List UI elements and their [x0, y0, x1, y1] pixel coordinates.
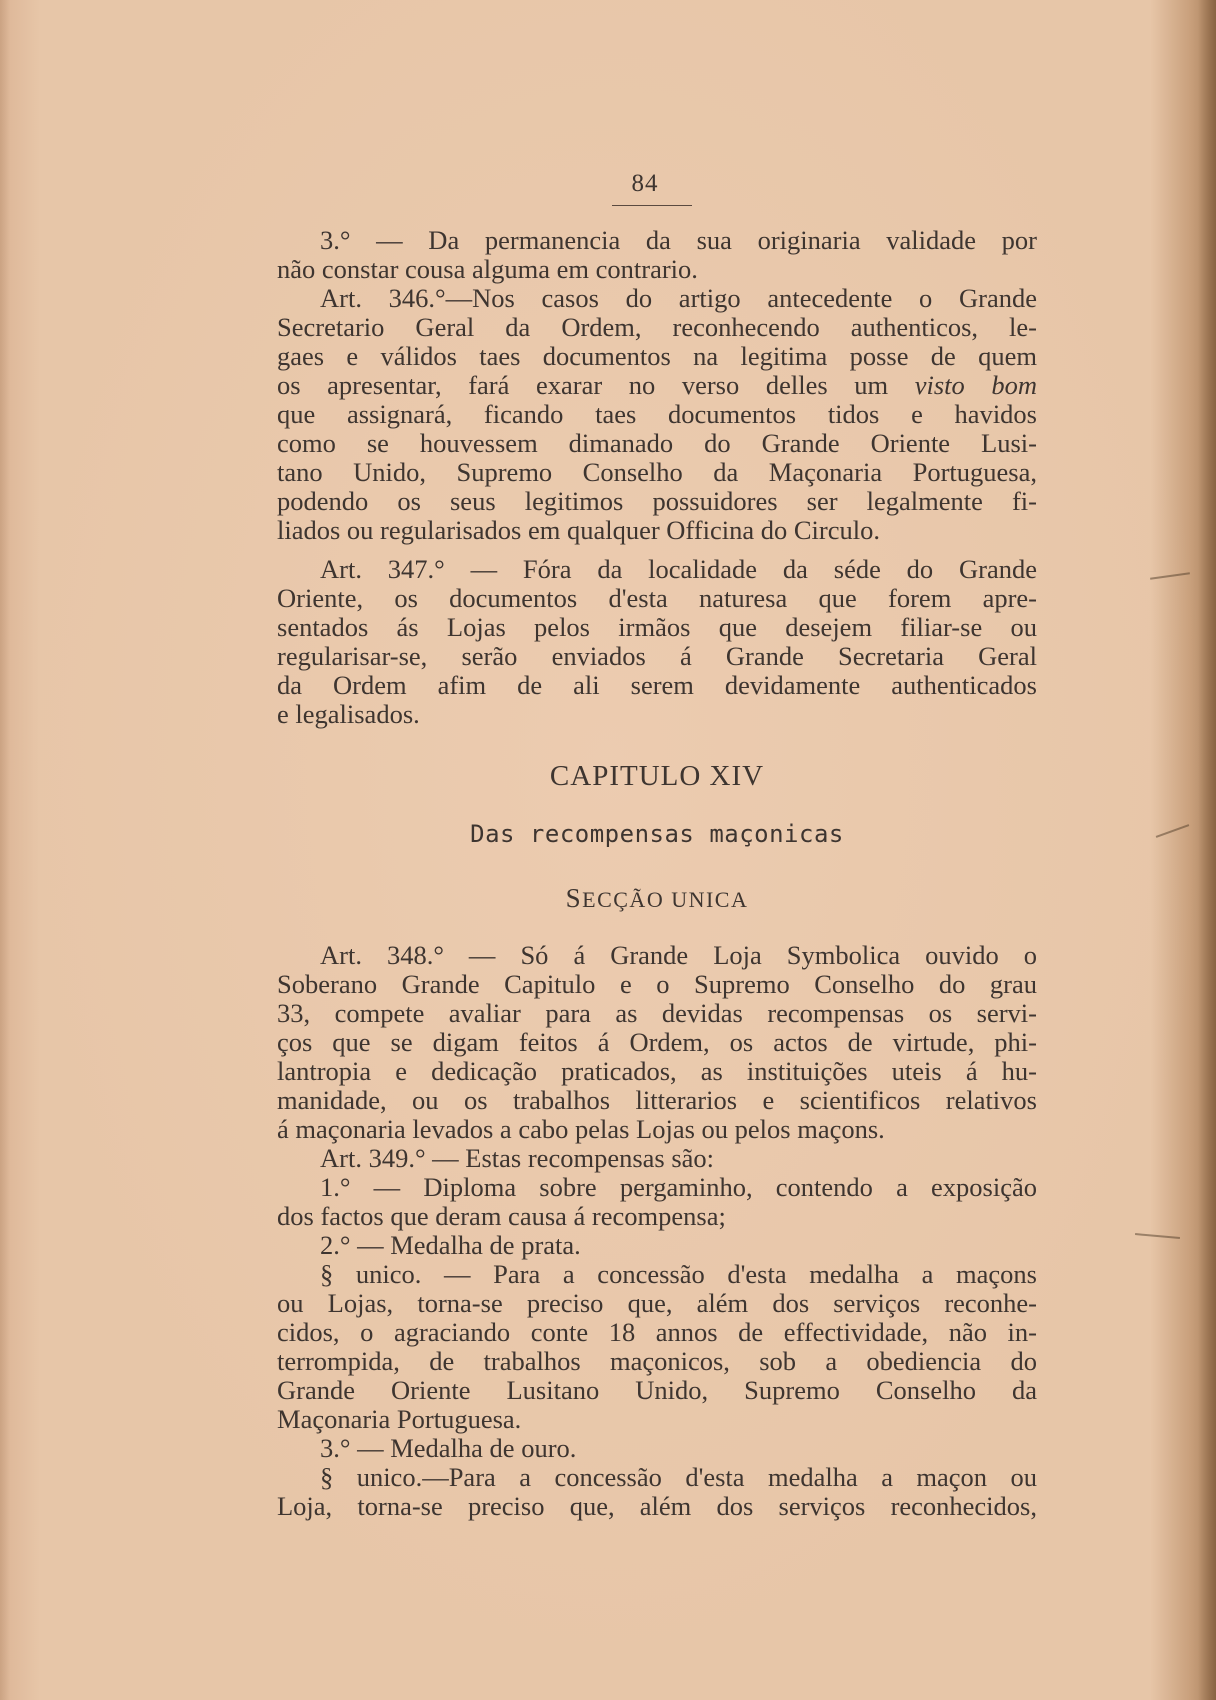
- text-line: Loja, torna-se preciso que, além dos serviços reconhecidos,: [277, 1491, 1037, 1521]
- text-line: tano Unido, Supremo Conselho da Maçonaria Portuguesa,: [277, 457, 1037, 487]
- italic-phrase: visto bom: [914, 370, 1038, 400]
- text-line: que assignará, ficando taes documentos tidos e havidos: [277, 399, 1037, 429]
- text-line-with-italic: [277, 371, 1037, 400]
- page-number-rule: [612, 205, 692, 206]
- page-edge-right: [1198, 0, 1216, 1700]
- text-line: Maçonaria Portuguesa.: [277, 1404, 522, 1434]
- text-line: regularisar-se, serão enviados á Grande Secretaria Geral: [277, 641, 1037, 671]
- text-line: terrompida, de trabalhos maçonicos, sob a obediencia do: [277, 1346, 1037, 1376]
- section-title: [277, 883, 1037, 914]
- text-line: § unico.—Para a concessão d'esta medalha a maçon ou: [320, 1462, 1037, 1492]
- text-line: podendo os seus legitimos possuidores ser legalmente fi-: [277, 486, 1037, 516]
- page-edge-left: [0, 0, 10, 1700]
- text-line: 1.° — Diploma sobre pergaminho, contendo a exposição: [320, 1172, 1037, 1202]
- text-line: dos factos que deram causa á recompensa;: [277, 1201, 726, 1231]
- text-line: Secretario Geral da Ordem, reconhecendo authenticos, le-: [277, 312, 1037, 342]
- text-line: sentados ás Lojas pelos irmãos que desejem filiar-se ou: [277, 612, 1037, 642]
- text-line: e legalisados.: [277, 699, 420, 729]
- text-line: lantropia e dedicação praticados, as instituições uteis á hu-: [277, 1056, 1037, 1086]
- text-line: liados ou regularisados em qualquer Officina do Circulo.: [277, 515, 880, 545]
- chapter-title: CAPITULO XIV: [549, 760, 765, 792]
- text-line: Soberano Grande Capitulo e o Supremo Conselho do grau: [277, 969, 1037, 999]
- section-title-initial: S: [565, 883, 583, 913]
- article-346: [277, 284, 1037, 545]
- text-line: Art. 348.° — Só á Grande Loja Symbolica ouvido o: [320, 940, 1037, 970]
- text-line: como se houvessem dimanado do Grande Oriente Lusi-: [277, 428, 1037, 458]
- text-line: Art. 349.° — Estas recompensas são:: [320, 1143, 715, 1173]
- text-line: ços que se digam feitos á Ordem, os actos de virtude, phi-: [277, 1027, 1037, 1057]
- text-line: Art. 347.° — Fóra da localidade da séde do Grande: [320, 554, 1037, 584]
- chapter-subtitle: Das recompensas maçonicas: [470, 820, 844, 848]
- text-fragment: os apresentar, fará exarar no verso delles um: [277, 370, 915, 400]
- articles-348-349: [277, 941, 1037, 1521]
- text-line: 33, compete avaliar para as devidas recompensas os servi-: [277, 998, 1037, 1028]
- page-number: 84: [631, 170, 659, 197]
- paragraph-item-3: [277, 226, 1037, 284]
- text-line: § unico. — Para a concessão d'esta medalha a maçons: [320, 1259, 1037, 1289]
- edge-blemish: [1135, 1233, 1180, 1239]
- text-line: não constar cousa alguma em contrario.: [277, 254, 698, 284]
- edge-blemish: [1156, 824, 1190, 838]
- text-line: Oriente, os documentos d'esta naturesa que forem apre-: [277, 583, 1037, 613]
- article-347: [277, 555, 1037, 729]
- text-line: á maçonaria levados a cabo pelas Lojas ou pelos maçons.: [277, 1114, 885, 1144]
- text-line: Art. 346.°—Nos casos do artigo antecedente o Grande: [320, 283, 1037, 313]
- text-line: Grande Oriente Lusitano Unido, Supremo Conselho da: [277, 1375, 1037, 1405]
- edge-blemish: [1150, 572, 1190, 580]
- text-line: gaes e válidos taes documentos na legitima posse de quem: [277, 341, 1037, 371]
- text-line: da Ordem afim de ali serem devidamente authenticados: [277, 670, 1037, 700]
- text-line: 3.° — Da permanencia da sua originaria validade por: [320, 225, 1037, 255]
- text-line: 3.° — Medalha de ouro.: [320, 1433, 577, 1463]
- text-line: 2.° — Medalha de prata.: [320, 1230, 581, 1260]
- section-title-rest: ECÇÃO UNICA: [582, 887, 749, 912]
- text-line: cidos, o agraciando conte 18 annos de effectividade, não in-: [277, 1317, 1037, 1347]
- text-line: ou Lojas, torna-se preciso que, além dos serviços reconhe-: [277, 1288, 1037, 1318]
- text-line: manidade, ou os trabalhos litterarios e scientificos relativos: [277, 1085, 1037, 1115]
